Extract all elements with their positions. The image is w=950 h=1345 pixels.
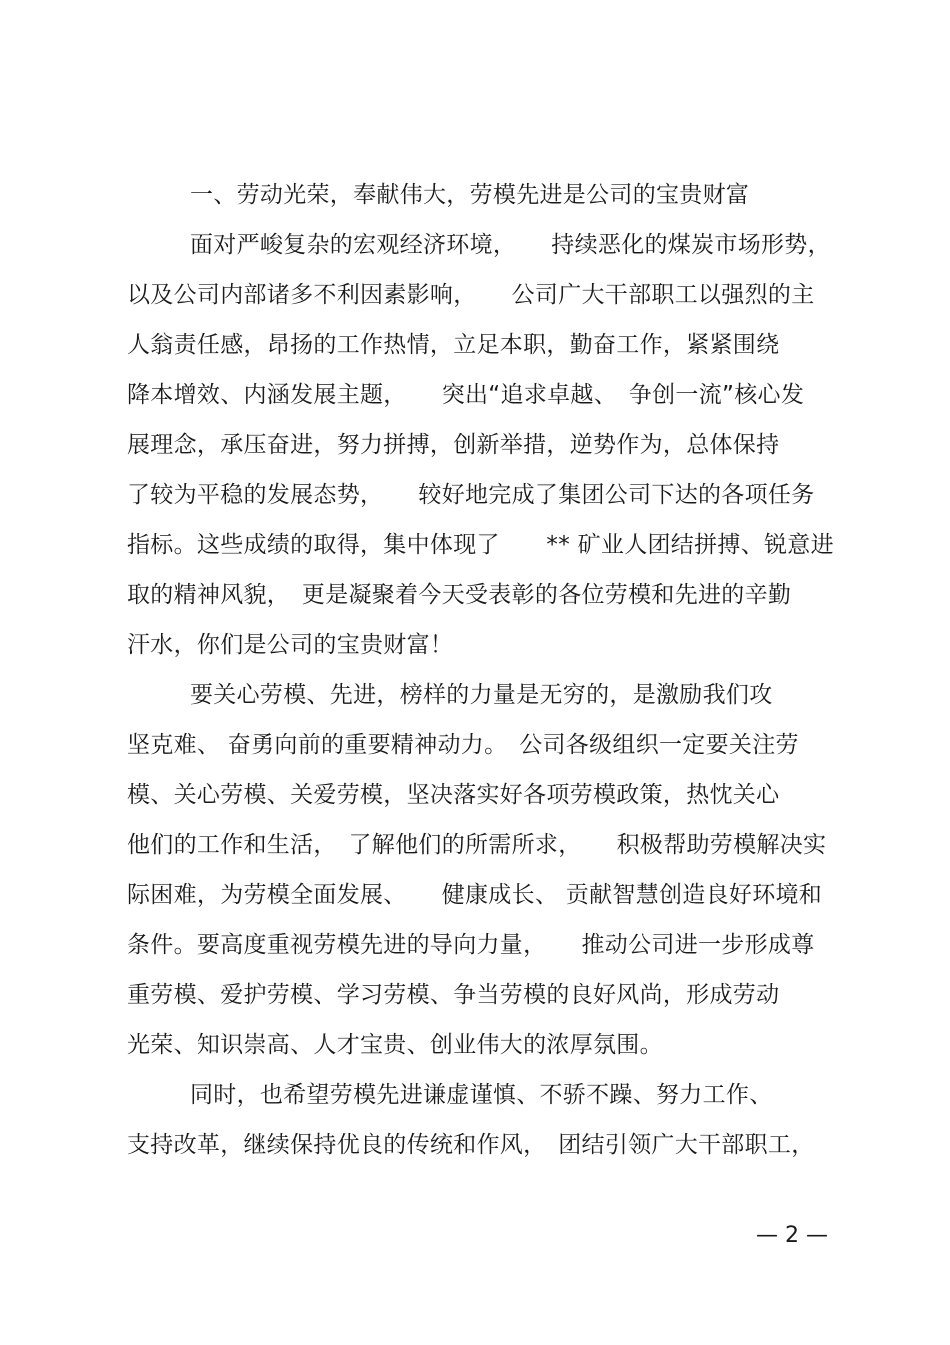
paragraph-line: 他们的工作和生活， 了解他们的所需所求， 积极帮助劳模解决实 — [127, 832, 827, 858]
paragraph-line: 模、关心劳模、关爱劳模，坚决落实好各项劳模政策，热忱关心 — [127, 782, 780, 808]
paragraph-line: 汗水，你们是公司的宝贵财富！ — [127, 632, 454, 658]
paragraph-line: 支持改革，继续保持优良的传统和作风， 团结引领广大干部职工， — [127, 1132, 815, 1158]
paragraph-line: 要关心劳模、先进，榜样的力量是无穷的，是激励我们攻 — [190, 682, 773, 708]
page-number: — 2 — — [756, 1223, 828, 1248]
paragraph-line: 光荣、知识崇高、人才宝贵、创业伟大的浓厚氛围。 — [127, 1032, 663, 1058]
paragraph-line: 取的精神风貌， 更是凝聚着今天受表彰的各位劳模和先进的辛勤 — [127, 582, 792, 608]
paragraph-line: 坚克难、 奋勇向前的重要精神动力。 公司各级组织一定要关注劳 — [127, 732, 799, 758]
paragraph-line: 际困难，为劳模全面发展、 健康成长、 贡献智慧创造良好环境和 — [127, 882, 823, 908]
paragraph-line: 展理念，承压奋进，努力拼搏，创新举措，逆势作为，总体保持 — [127, 432, 780, 458]
paragraph-line: 重劳模、爱护劳模、学习劳模、争当劳模的良好风尚，形成劳动 — [127, 982, 780, 1008]
section-heading: 一、劳动光荣，奉献伟大，劳模先进是公司的宝贵财富 — [190, 182, 750, 208]
paragraph-line: 条件。要高度重视劳模先进的导向力量， 推动公司进一步形成尊 — [127, 932, 815, 958]
paragraph-line: 了较为平稳的发展态势， 较好地完成了集团公司下达的各项任务 — [127, 482, 815, 508]
paragraph-line: 指标。这些成绩的取得，集中体现了 ** 矿业人团结拼搏、锐意进 — [127, 532, 834, 558]
paragraph-line: 同时，也希望劳模先进谦虚谨慎、不骄不躁、努力工作、 — [190, 1082, 773, 1108]
paragraph-line: 降本增效、内涵发展主题， 突出“追求卓越、 争创一流”核心发 — [127, 382, 805, 408]
paragraph-line: 人翁责任感，昂扬的工作热情，立足本职，勤奋工作，紧紧围绕 — [127, 332, 780, 358]
paragraph-line: 面对严峻复杂的宏观经济环境， 持续恶化的煤炭市场形势， — [190, 232, 831, 258]
paragraph-line: 以及公司内部诸多不利因素影响， 公司广大干部职工以强烈的主 — [127, 282, 815, 308]
